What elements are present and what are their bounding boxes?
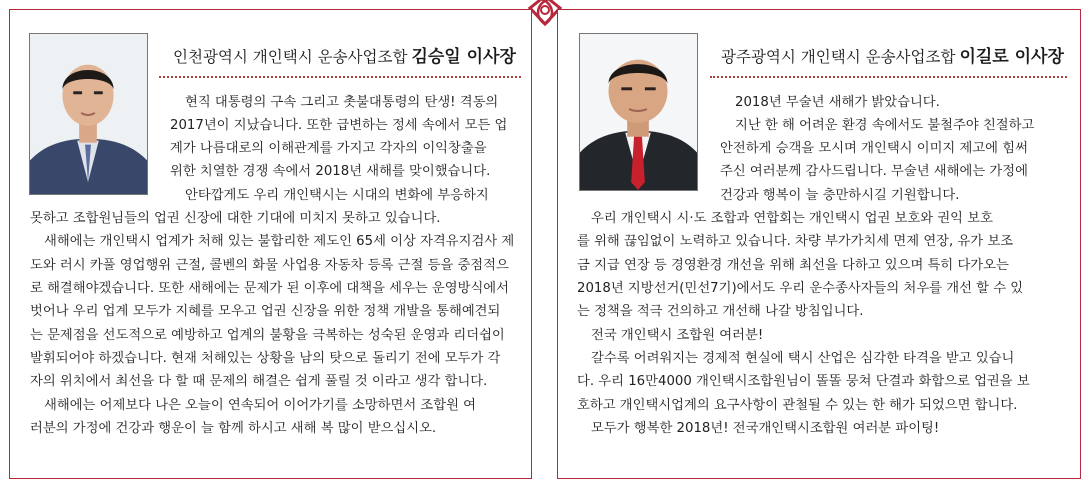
text-line: 안전하게 승객을 모시며 개인택시 이미지 제고에 힘써 [720, 141, 1028, 156]
greeting-panel-gwangju [557, 9, 1081, 479]
chairman-name: 김승일 이사장 [411, 47, 516, 67]
org-name: 광주광역시 개인택시 운송사업조합 [721, 48, 956, 66]
text-line: 2018년 무술년 새해가 밝았습니다. [735, 95, 940, 110]
text-line: 로 해결해야겠습니다. 또한 새해에는 문제가 된 이후에 대책을 세우는 운영방식에서 [30, 281, 509, 296]
text-line: 2017년이 지났습니다. 또한 급변하는 정세 속에서 모든 업 [170, 118, 508, 133]
text-line: 우리 개인택시 시·도 조합과 연합회는 개인택시 업권 보호와 권익 보호 [591, 211, 993, 226]
text-line: 갈수록 어려워지는 경제적 현실에 택시 산업은 심각한 타격을 받고 있습니 [591, 351, 1015, 366]
text-line: 전국 개인택시 조합원 여러분! [591, 328, 764, 343]
org-name: 인천광역시 개인택시 운송사업조합 [173, 48, 408, 66]
text-line: 금 지급 연장 등 경영환경 개선을 위해 최선을 다하고 있으며 특히 다가오는 [577, 258, 1009, 273]
text-line: 안타깝게도 우리 개인택시는 시대의 변화에 부응하지 [185, 188, 489, 203]
text-line: 새해에는 어제보다 나은 오늘이 연속되어 이어가기를 소망하면서 조합원 여 [44, 398, 477, 413]
text-line: 자의 위치에서 최선을 다 할 때 문제의 해결은 쉽게 풀릴 것 이라고 생각 합니다. [30, 374, 488, 389]
text-line: 못하고 조합원님들의 업권 신장에 대한 기대에 미치지 못하고 있습니다. [30, 211, 441, 226]
text-line: 호하고 개인택시업계의 요구사항이 관철될 수 있는 한 해가 되었으면 합니다. [577, 398, 1018, 413]
text-line: 건강과 행복이 늘 충만하시길 기원합니다. [720, 188, 960, 203]
portrait-photo [29, 33, 148, 195]
text-line: 현직 대통령의 구속 그리고 촛불대통령의 탄생! 격동의 [185, 95, 499, 110]
chairman-name: 이길로 이사장 [959, 47, 1064, 67]
text-line: 발휘되어야 하겠습니다. 현재 처해있는 상황을 남의 탓으로 돌리기 전에 모두가 각 [30, 351, 501, 366]
text-line: 다. 우리 16만4000 개인택시조합원님이 똘똘 뭉쳐 단결과 화합으로 업권을 보 [577, 374, 1030, 389]
text-line: 를 위해 끊임없이 노력하고 있습니다. 차량 부가가치세 면제 연장, 유가 보조 [577, 234, 1014, 249]
text-line: 지난 한 해 어려운 환경 속에서도 불철주야 친절하고 [735, 118, 1035, 133]
text-line: 2018년 지방선거(민선7기)에서도 우리 운수종사자들의 처우를 개선 할 수 있 [577, 281, 1024, 296]
portrait-photo [579, 33, 698, 191]
header-title [173, 42, 516, 67]
dotted-divider [159, 76, 521, 78]
text-line: 러분의 가정에 건강과 행운이 늘 함께 하시고 새해 복 많이 받으십시오. [30, 421, 437, 436]
dotted-divider [710, 76, 1067, 78]
text-line: 모두가 행복한 2018년! 전국개인택시조합원 여러분 파이팅! [591, 421, 940, 436]
text-line: 도와 러시 카풀 영업행위 근절, 콜벤의 화물 사업용 자동차 등록 근절 등을 중점적으 [30, 258, 509, 273]
header-title [721, 42, 1064, 67]
text-line: 는 정책을 적극 건의하고 개선해 나갈 방침입니다. [577, 304, 864, 319]
text-line: 위한 치열한 경쟁 속에서 2018년 새해를 맞이했습니다. [170, 164, 491, 179]
greeting-panel-incheon [9, 9, 532, 479]
text-line: 주신 여러분께 감사드립니다. 무술년 새해에는 가정에 [720, 164, 1028, 179]
text-line: 계가 나름대로의 이해관계를 가지고 각자의 이익창출을 [170, 141, 487, 156]
text-line: 벗어나 우리 업계 모두가 지혜를 모우고 업권 신장을 위한 정책 개발을 통해예견되 [30, 304, 501, 319]
text-line: 새해에는 개인택시 업계가 처해 있는 불합리한 제도인 65세 이상 자격유지검사 제 [44, 234, 515, 249]
text-line: 는 문제점을 선도적으로 예방하고 업계의 불황을 극복하는 성숙된 운영과 리더쉽이 [30, 328, 505, 343]
